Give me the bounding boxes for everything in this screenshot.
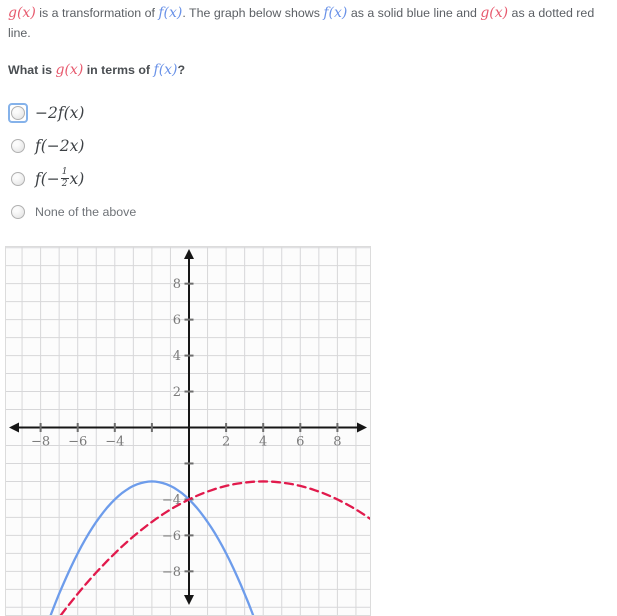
answer-option-f-neg-half-x[interactable]	[8, 167, 136, 191]
math-expression: g(x)	[480, 5, 509, 21]
x-tick-label: 6	[296, 434, 305, 450]
radio-button[interactable]	[8, 136, 28, 156]
option-text: None of the above	[35, 205, 137, 219]
answer-option-f-neg2x[interactable]	[8, 134, 136, 158]
text-segment: . The graph below shows	[182, 6, 324, 20]
text-segment: is a transformation of	[35, 6, 159, 20]
x-tick-label: 4	[259, 434, 268, 450]
option-text: x)	[69, 170, 85, 188]
y-axis-down-arrow-icon	[184, 595, 194, 605]
math-expression: f(x)	[323, 5, 348, 21]
option-label	[35, 168, 84, 190]
y-axis-up-arrow-icon	[184, 249, 194, 259]
y-tick-label: 2	[172, 385, 181, 401]
question-paragraph	[8, 3, 613, 43]
y-tick-label: −8	[161, 564, 181, 580]
function-graph-panel	[5, 246, 371, 616]
fraction	[61, 167, 69, 189]
x-tick-label: 8	[333, 434, 342, 450]
answer-option-neg-2fx[interactable]	[8, 101, 136, 125]
fraction-denominator: 2	[61, 178, 68, 189]
math-expression: g(x)	[55, 62, 84, 78]
answer-options	[8, 101, 136, 233]
option-label	[35, 205, 136, 219]
y-tick-label: −6	[161, 528, 181, 544]
radio-button[interactable]	[8, 103, 28, 123]
radio-button[interactable]	[8, 202, 28, 222]
x-tick-label: −6	[68, 434, 88, 450]
option-text: f(−	[35, 170, 60, 188]
x-axis-right-arrow-icon	[357, 423, 367, 433]
text-segment: as a dotted red line.	[8, 6, 595, 40]
text-segment: as a solid blue line and	[347, 6, 481, 20]
text-segment: in terms of	[83, 63, 154, 77]
x-tick-label: −8	[31, 434, 51, 450]
graph-svg	[6, 247, 370, 615]
y-tick-label: 6	[172, 313, 181, 329]
x-tick-label: 2	[221, 434, 231, 450]
text-segment: ?	[177, 63, 186, 77]
y-tick-label: 4	[172, 349, 181, 365]
radio-circle-icon	[11, 172, 25, 186]
question-prompt	[8, 62, 185, 78]
radio-button[interactable]	[8, 169, 28, 189]
x-tick-label: −4	[105, 434, 125, 450]
option-text: f(−2x)	[35, 137, 85, 155]
y-tick-label: 8	[172, 277, 181, 293]
x-axis-left-arrow-icon	[9, 423, 19, 433]
y-tick-label: −4	[161, 492, 181, 508]
fraction-numerator: 1	[61, 167, 68, 178]
text-segment: What is	[8, 63, 56, 77]
option-label	[35, 104, 84, 122]
option-label	[35, 137, 84, 155]
option-text: −2f(x)	[35, 104, 85, 122]
radio-circle-icon	[11, 205, 25, 219]
answer-option-none-of-the-above[interactable]	[8, 200, 136, 224]
radio-circle-icon	[11, 106, 25, 120]
math-expression: g(x)	[8, 5, 36, 21]
math-expression: f(x)	[153, 62, 178, 78]
math-expression: f(x)	[158, 5, 183, 21]
radio-circle-icon	[11, 139, 25, 153]
